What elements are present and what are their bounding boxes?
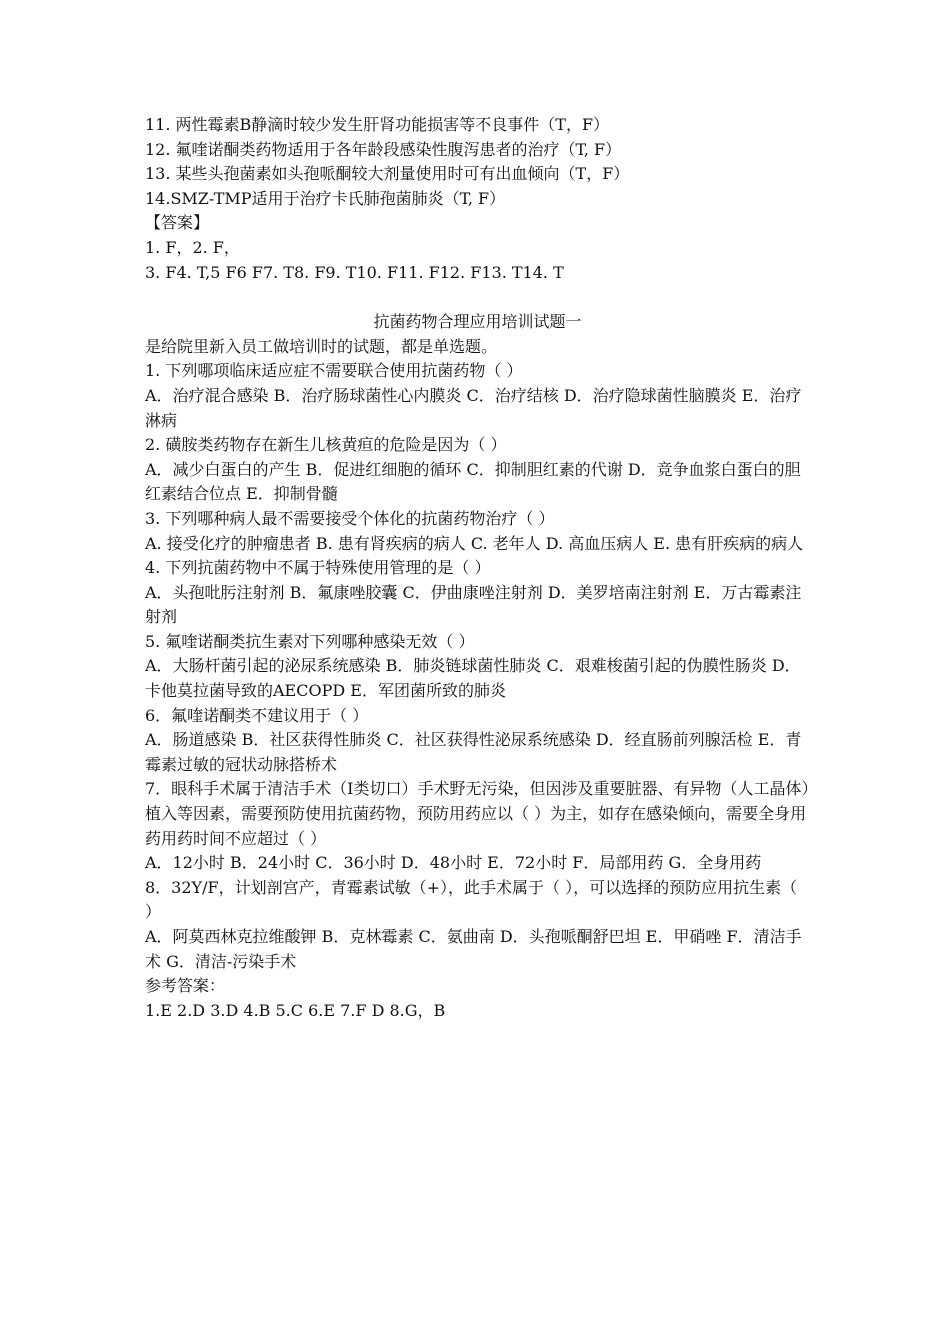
tf-answer-line: 1. F，2. F， (145, 237, 240, 257)
tf-question-14: 14.SMZ-TMP适用于治疗卡氏肺孢菌肺炎（T, F） (145, 188, 506, 208)
question-2: 2. 磺胺类药物存在新生儿核黄疸的危险是因为（ ） (145, 435, 507, 455)
question-8-options: A．阿莫西林克拉维酸钾 B．克林霉素 C．氨曲南 D．头孢哌酮舒巴坦 E．甲硝唑 F．清洁手术 G．清洁-污染手术 (145, 927, 802, 971)
question-7: 7．眼科手术属于清洁手术（I类切口）手术野无污染，但因涉及重要脏器、有异物（人工晶体）植入等因素，需要预防使用抗菌药物，预防用药应以（ ）为主，如存在感染倾向，需要全身用药用药时间不应超过（ ） (145, 779, 810, 848)
quiz-title: 抗菌药物合理应用培训试题一 (373, 312, 582, 332)
question-7-options: A．12小时 B．24小时 C．36小时 D．48小时 E．72小时 F．局部用药 G．全身用药 (145, 853, 762, 873)
section-gap (145, 285, 810, 310)
tf-answer-line: 3. F4. T,5 F6 F7. T8. F9. T10. F11. F12. F13. T14. T (145, 262, 564, 282)
question-5: 5. 氟喹诺酮类抗生素对下列哪种感染无效（ ） (145, 631, 475, 651)
question-5-options: A．大肠杆菌引起的泌尿系统感染 B．肺炎链球菌性肺炎 C．艰难梭菌引起的伪膜性肠炎 D．卡他莫拉菌导致的AECOPD E．军团菌所致的肺炎 (145, 656, 801, 701)
tf-answer-header: 【答案】 (145, 213, 210, 233)
question-2-options: A．减少白蛋白的产生 B．促进红细胞的循环 C．抑制胆红素的代谢 D．竞争血浆白蛋白的胆红素结合位点 E．抑制骨髓 (145, 459, 801, 504)
question-1-options: A．治疗混合感染 B．治疗肠球菌性心内膜炎 C．治疗结核 D．治疗隐球菌性脑膜炎 E．治疗淋病 (145, 385, 802, 430)
question-1: 1. 下列哪项临床适应症不需要联合使用抗菌药物（ ） (145, 361, 523, 381)
tf-question-12: 12. 氟喹诺酮类药物适用于各年龄段感染性腹泻患者的治疗（T, F） (145, 139, 622, 159)
tf-question-13: 13. 某些头孢菌素如头孢哌酮较大剂量使用时可有出血倾向（T，F） (145, 164, 630, 184)
question-8: 8．32Y/F，计划剖宫产，青霉素试敏（+），此手术属于（ ），可以选择的预防应用抗生素（ ） (145, 877, 798, 922)
reference-answer-header: 参考答案： (145, 976, 226, 996)
question-3: 3. 下列哪种病人最不需要接受个体化的抗菌药物治疗（ ） (145, 508, 555, 528)
question-6-options: A．肠道感染 B．社区获得性肺炎 C．社区获得性泌尿系统感染 D．经直肠前列腺活检 E．青霉素过敏的冠状动脉搭桥术 (145, 730, 802, 774)
question-6: 6．氟喹诺酮类不建议用于（ ） (145, 705, 369, 725)
question-4: 4. 下列抗菌药物中不属于特殊使用管理的是（ ） (145, 558, 491, 578)
document-body (145, 113, 810, 1023)
question-3-options: A. 接受化疗的肿瘤患者 B. 患有肾疾病的病人 C. 老年人 D. 高血压病人 E. 患有肝疾病的病人 (145, 533, 804, 553)
quiz-intro: 是给院里新入员工做培训时的试题，都是单选题。 (145, 336, 498, 356)
tf-question-11: 11. 两性霉素B静滴时较少发生肝肾功能损害等不良事件（T，F） (145, 115, 610, 134)
question-4-options: A．头孢吡肟注射剂 B．氟康唑胶囊 C．伊曲康唑注射剂 D．美罗培南注射剂 E．万古霉素注射剂 (145, 582, 802, 627)
reference-answers: 1.E 2.D 3.D 4.B 5.C 6.E 7.F D 8.G，B (145, 1000, 446, 1020)
